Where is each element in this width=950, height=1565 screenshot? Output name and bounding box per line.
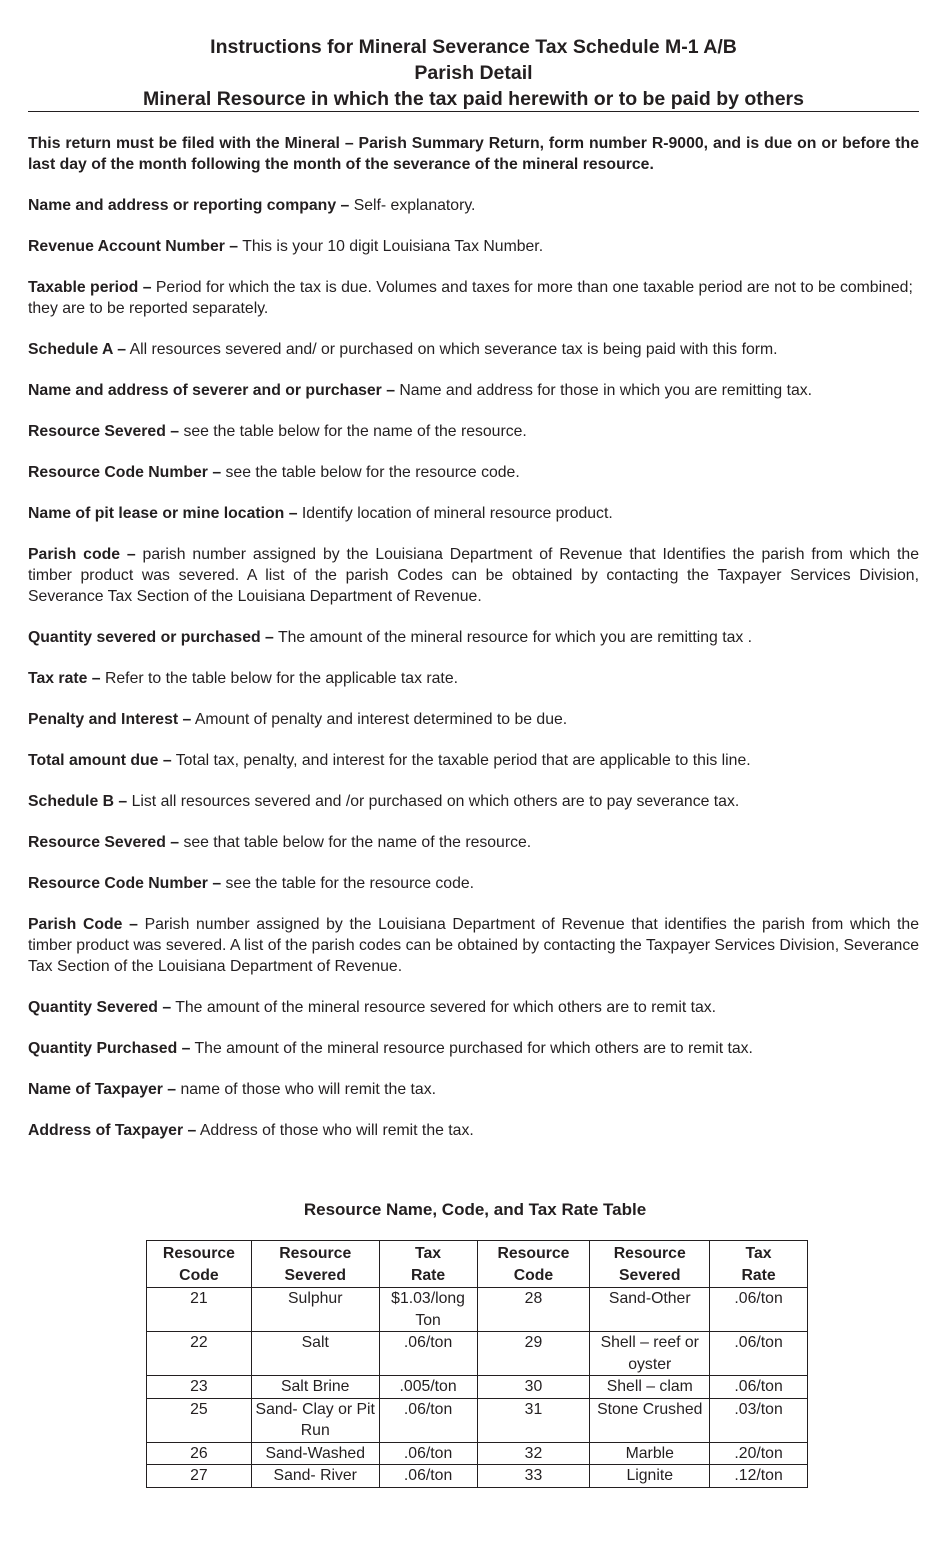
instruction-text: List all resources severed and /or purchased on which others are to pay severance tax.: [131, 793, 740, 810]
instruction-text: The amount of the mineral resource severed for which others are to remit tax.: [175, 999, 717, 1016]
instruction-item: [28, 503, 919, 524]
instruction-text: Period for which the tax is due. Volumes and taxes for more than one taxable period are not to be combined; they are to be reported separately.: [28, 279, 913, 317]
instruction-item: [28, 544, 919, 607]
instruction-term: Tax rate –: [28, 670, 101, 687]
instruction-text: Address of those who will remit the tax.: [199, 1122, 474, 1139]
instruction-term: Taxable period –: [28, 279, 152, 296]
instruction-term: Parish Code –: [28, 916, 138, 933]
filing-notice: This return must be filed with the Mineral – Parish Summary Return, form number R-9000, and is due on or before the last day of the month following the month of the severance of the mineral resource.: [28, 135, 919, 173]
table-cell: $1.03/long Ton: [379, 1288, 477, 1332]
instruction-item: [28, 873, 919, 894]
instruction-term: Total amount due –: [28, 752, 172, 769]
instruction-item: [28, 236, 919, 257]
instruction-item: [28, 462, 919, 483]
table-cell: Sand-Washed: [251, 1442, 379, 1465]
instruction-item: [28, 997, 919, 1018]
instruction-term: Quantity Severed –: [28, 999, 172, 1016]
instruction-term: Schedule A –: [28, 341, 127, 358]
table-cell: .005/ton: [379, 1376, 477, 1399]
instruction-item: [28, 914, 919, 977]
instruction-text: All resources severed and/ or purchased on which severance tax is being paid with this form.: [129, 341, 778, 358]
resource-rate-table: [146, 1240, 808, 1488]
instruction-item: [28, 1120, 919, 1141]
instruction-text: Refer to the table below for the applicable tax rate.: [104, 670, 458, 687]
document-subtitle: Parish Detail: [414, 62, 533, 84]
table-row: [147, 1442, 808, 1465]
table-cell: .06/ton: [379, 1398, 477, 1442]
instruction-item: [28, 668, 919, 689]
table-cell: 21: [147, 1288, 252, 1332]
document-title: Instructions for Mineral Severance Tax Schedule M-1 A/B: [210, 36, 737, 58]
instruction-term: Quantity severed or purchased –: [28, 629, 274, 646]
instruction-item: [28, 421, 919, 442]
table-row: [147, 1398, 808, 1442]
instruction-item: [28, 380, 919, 401]
instructions-body: [28, 133, 919, 1161]
table-cell: .06/ton: [379, 1332, 477, 1376]
table-cell: 31: [477, 1398, 590, 1442]
table-cell: .06/ton: [710, 1288, 808, 1332]
table-cell: Salt: [251, 1332, 379, 1376]
column-header-resource-code-2: Resource Code: [477, 1241, 590, 1288]
table-header-row: [147, 1241, 808, 1288]
table-cell: 26: [147, 1442, 252, 1465]
document-header: [28, 34, 919, 112]
table-cell: 22: [147, 1332, 252, 1376]
table-cell: Sand-Other: [590, 1288, 710, 1332]
column-header-tax-rate: Tax Rate: [379, 1241, 477, 1288]
table-cell: 30: [477, 1376, 590, 1399]
document-subtitle-2: Mineral Resource in which the tax paid herewith or to be paid by others: [143, 88, 804, 110]
instruction-term: Resource Severed –: [28, 423, 180, 440]
table-cell: Salt Brine: [251, 1376, 379, 1399]
table-row: [147, 1376, 808, 1399]
table-cell: Shell – reef or oyster: [590, 1332, 710, 1376]
instruction-text: see the table below for the name of the resource.: [183, 423, 527, 440]
column-header-tax-rate-2: Tax Rate: [710, 1241, 808, 1288]
instruction-item: [28, 709, 919, 730]
table-title: Resource Name, Code, and Tax Rate Table: [303, 1200, 647, 1219]
table-cell: Marble: [590, 1442, 710, 1465]
instruction-term: Schedule B –: [28, 793, 128, 810]
instruction-text: parish number assigned by the Louisiana Department of Revenue that Identifies the parish from which the timber product was severed. A list of the parish Codes can be obtained by contacting the Taxpayer Services Division, Severance Tax Section of the Louisiana Department of Revenue.: [28, 546, 919, 605]
instruction-item: [28, 339, 919, 360]
instruction-text: Identify location of mineral resource product.: [301, 505, 613, 522]
table-cell: .06/ton: [710, 1332, 808, 1376]
table-cell: 25: [147, 1398, 252, 1442]
column-header-resource-severed: Resource Severed: [251, 1241, 379, 1288]
table-cell: Sulphur: [251, 1288, 379, 1332]
instruction-term: Resource Severed –: [28, 834, 180, 851]
table-cell: 33: [477, 1465, 590, 1488]
table-cell: Stone Crushed: [590, 1398, 710, 1442]
instruction-text: Name and address for those in which you are remitting tax.: [399, 382, 813, 399]
instruction-term: Resource Code Number –: [28, 464, 222, 481]
table-cell: .20/ton: [710, 1442, 808, 1465]
instruction-term: Name of pit lease or mine location –: [28, 505, 298, 522]
table-row: [147, 1332, 808, 1376]
instruction-text: The amount of the mineral resource for which you are remitting tax .: [277, 629, 753, 646]
table-cell: 27: [147, 1465, 252, 1488]
instruction-item: [28, 1038, 919, 1059]
instruction-item: [28, 277, 919, 319]
table-cell: .06/ton: [379, 1442, 477, 1465]
instruction-text: see the table below for the resource code.: [225, 464, 520, 481]
table-cell: 32: [477, 1442, 590, 1465]
table-cell: 29: [477, 1332, 590, 1376]
instruction-term: Name of Taxpayer –: [28, 1081, 177, 1098]
table-cell: Shell – clam: [590, 1376, 710, 1399]
instruction-text: Amount of penalty and interest determined to be due.: [194, 711, 568, 728]
table-cell: .12/ton: [710, 1465, 808, 1488]
instruction-item: [28, 1079, 919, 1100]
instruction-item: [28, 195, 919, 216]
table-row: [147, 1288, 808, 1332]
instruction-term: Quantity Purchased –: [28, 1040, 191, 1057]
instruction-term: Address of Taxpayer –: [28, 1122, 197, 1139]
instruction-text: This is your 10 digit Louisiana Tax Number.: [242, 238, 544, 255]
table-cell: Sand- River: [251, 1465, 379, 1488]
instruction-term: Name and address or reporting company –: [28, 197, 350, 214]
instruction-item: [28, 627, 919, 648]
column-header-resource-code: Resource Code: [147, 1241, 252, 1288]
instruction-text: name of those who will remit the tax.: [180, 1081, 436, 1098]
table-cell: .03/ton: [710, 1398, 808, 1442]
table-row: [147, 1465, 808, 1488]
header-rule: [28, 111, 919, 112]
table-cell: 23: [147, 1376, 252, 1399]
column-header-resource-severed-2: Resource Severed: [590, 1241, 710, 1288]
instruction-text: The amount of the mineral resource purchased for which others are to remit tax.: [194, 1040, 753, 1057]
table-cell: .06/ton: [379, 1465, 477, 1488]
instruction-text: Self- explanatory.: [353, 197, 476, 214]
instruction-term: Resource Code Number –: [28, 875, 222, 892]
instruction-text: Total tax, penalty, and interest for the taxable period that are applicable to this line.: [175, 752, 751, 769]
table-cell: Lignite: [590, 1465, 710, 1488]
instruction-term: Parish code –: [28, 546, 136, 563]
table-cell: .06/ton: [710, 1376, 808, 1399]
table-cell: 28: [477, 1288, 590, 1332]
instruction-text: Parish number assigned by the Louisiana Department of Revenue that identifies the parish from which the timber product was severed. A list of the parish codes can be obtained by contacting the Taxpayer Services Division, Severance Tax Section of the Louisiana Department of Revenue.: [28, 916, 919, 975]
instruction-term: Penalty and Interest –: [28, 711, 192, 728]
instruction-text: see the table for the resource code.: [225, 875, 475, 892]
table-cell: Sand- Clay or Pit Run: [251, 1398, 379, 1442]
instruction-item: [28, 832, 919, 853]
instruction-item: [28, 750, 919, 771]
instruction-term: Name and address of severer and or purchaser –: [28, 382, 395, 399]
instruction-text: see that table below for the name of the resource.: [183, 834, 532, 851]
instruction-item: [28, 791, 919, 812]
instruction-term: Revenue Account Number –: [28, 238, 239, 255]
